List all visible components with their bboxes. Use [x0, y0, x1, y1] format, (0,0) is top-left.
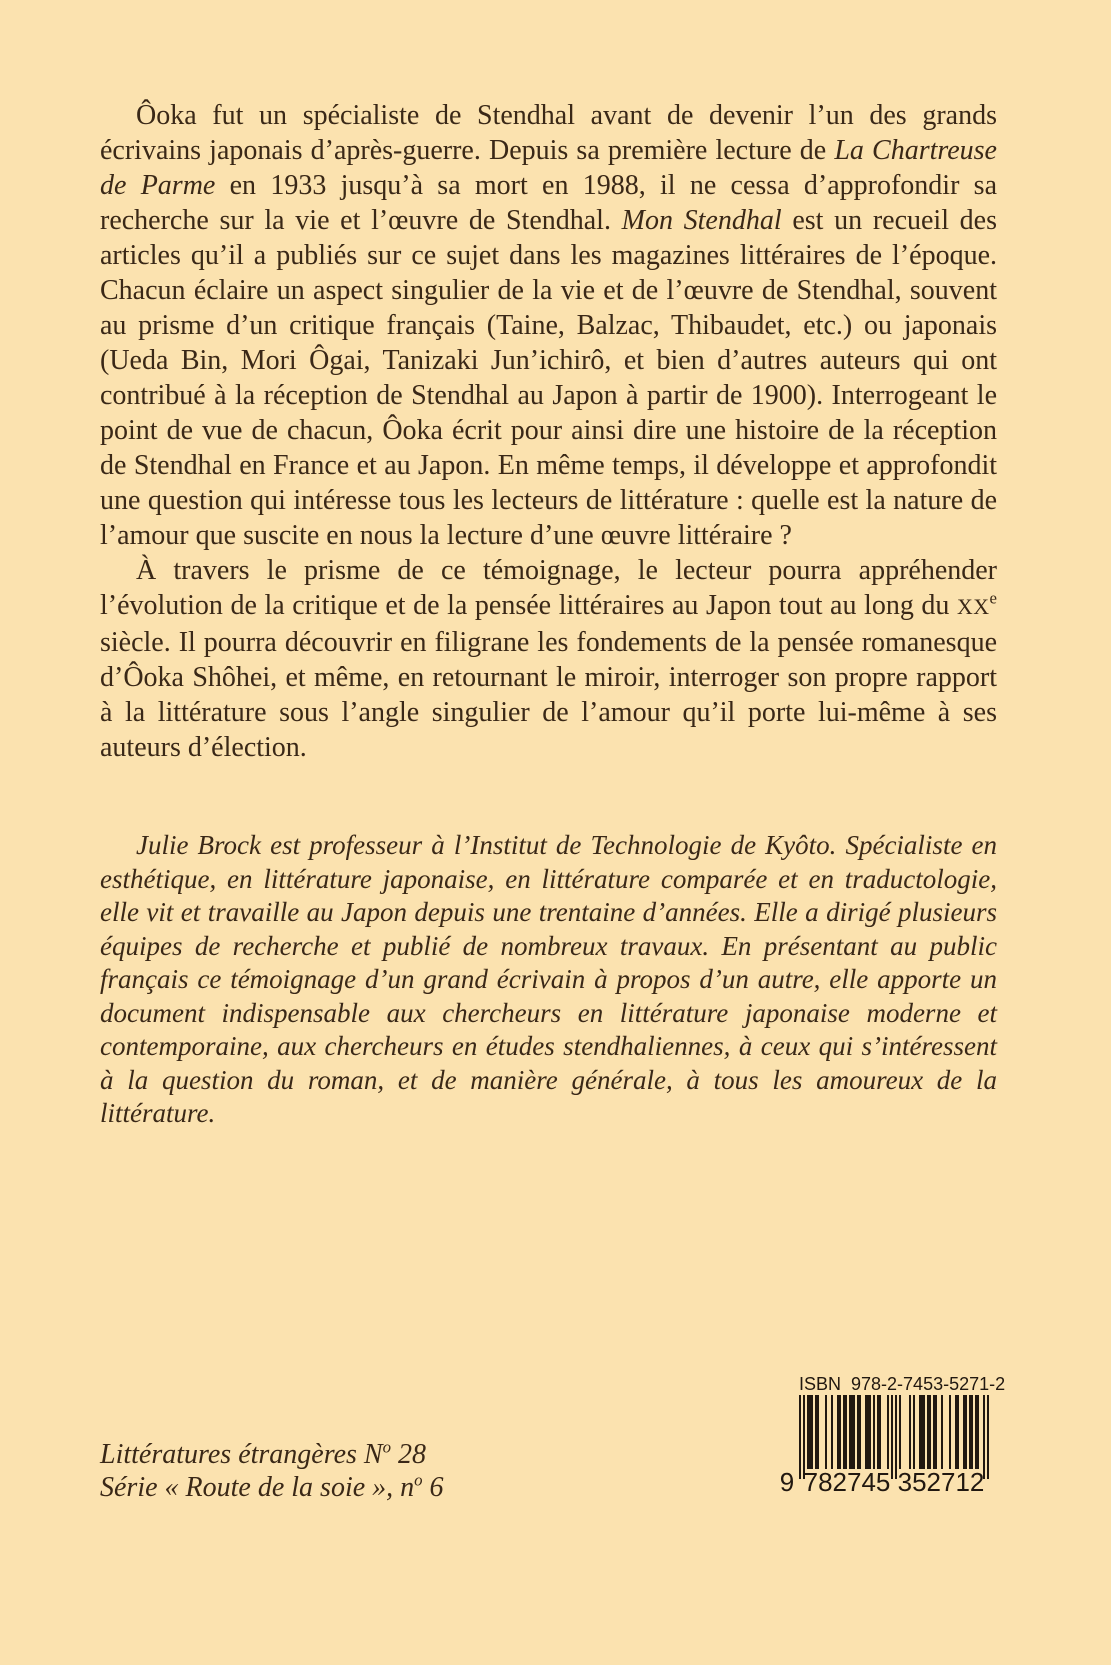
text-run: siècle. Il pourra découvrir en filigrane les fondements de la pensée romanesque d’Ôoka Shôhei, et même, en retournant le miroir, interroger son propre rapport à la littérature sous l’angle singulier de l’amour qu’il porte lui-même à ses auteurs d’élection.	[100, 627, 997, 763]
text-block	[100, 98, 997, 1131]
text-run: Littératures étrangères N	[100, 1439, 383, 1470]
text-run: À travers le prisme de ce témoignage, le lecteur pourra appréhender l’évolution de la critique et de la pensée littéraires au Japon tout au long du	[100, 555, 997, 621]
text-run: en 1933 jusqu’à sa mort en 1988, il ne cessa d’approfondir sa recherche sur la vie et l’œuvre de Stendhal.	[100, 170, 997, 236]
svg-text:782745: 782745	[803, 1467, 891, 1495]
series-collection-line	[100, 1438, 444, 1471]
text-run: 28	[390, 1439, 426, 1470]
text-run: XX	[957, 595, 990, 619]
text-run: Série « Route de la soie », n	[100, 1472, 415, 1503]
isbn-block	[777, 1374, 1006, 1495]
text-run: est un recueil des articles qu’il a publiés sur ce sujet dans les magazines littéraires de l’époque. Chacun éclaire un aspect singulier de la vie et de l’œuvre de Stendhal, souvent au prisme d’un critique français (Taine, Balzac, Thibaudet, etc.) ou japonais (Ueda Bin, Mori Ôgai, Tanizaki Jun’ichirô, et bien d’autres auteurs qui ont contribué à la réception de Stendhal au Japon à partir de 1900). Interrogeant le point de vue de chacun, Ôoka écrit pour ainsi dire une histoire de la réception de Stendhal en France et au Japon. En même temps, il développe et approfondit une question qui intéresse tous les lecteurs de littérature : quelle est la nature de l’amour que suscite en nous la lecture d’une œuvre littéraire ?	[100, 205, 998, 551]
ean13-barcode-icon	[777, 1395, 991, 1495]
isbn-label: ISBN 978-2-7453-5271-2	[799, 1374, 1006, 1394]
series-info	[100, 1438, 444, 1504]
text-run: Ôoka fut un spécialiste de Stendhal avant de devenir l’un des grands écrivains japonais d’après-guerre. Depuis sa première lecture de	[100, 100, 997, 166]
synopsis-paragraph-2	[100, 553, 997, 765]
text-run: o	[382, 1437, 391, 1457]
text-run: La Chartreuse de Parme	[100, 135, 997, 201]
author-bio-paragraph	[100, 829, 997, 1131]
svg-text:352712: 352712	[897, 1467, 985, 1495]
text-run: o	[414, 1470, 423, 1490]
svg-text:9: 9	[779, 1467, 795, 1495]
series-number-line	[100, 1471, 444, 1504]
text-run: Julie Brock est professeur à l’Institut de Technologie de Kyôto. Spécialiste en esthétique, en littérature japonaise, en littérature comparée et en traductologie, elle vit et travaille au Japon depuis une trentaine d’années. Elle a dirigé plusieurs équipes de recherche et publié de nombreux travaux. En présentant au public français ce témoignage d’un grand écrivain à propos d’un autre, elle apporte un document indispensable aux chercheurs en littérature japonaise moderne et contemporaine, aux chercheurs en études stendhaliennes, à ceux qui s’intéressent à la question du roman, et de manière générale, à tous les amoureux de la littérature.	[100, 830, 997, 1128]
text-run: e	[989, 588, 997, 608]
synopsis-paragraph-1	[100, 98, 997, 553]
text-run: 6	[422, 1472, 444, 1503]
text-run: Mon Stendhal	[621, 205, 782, 236]
